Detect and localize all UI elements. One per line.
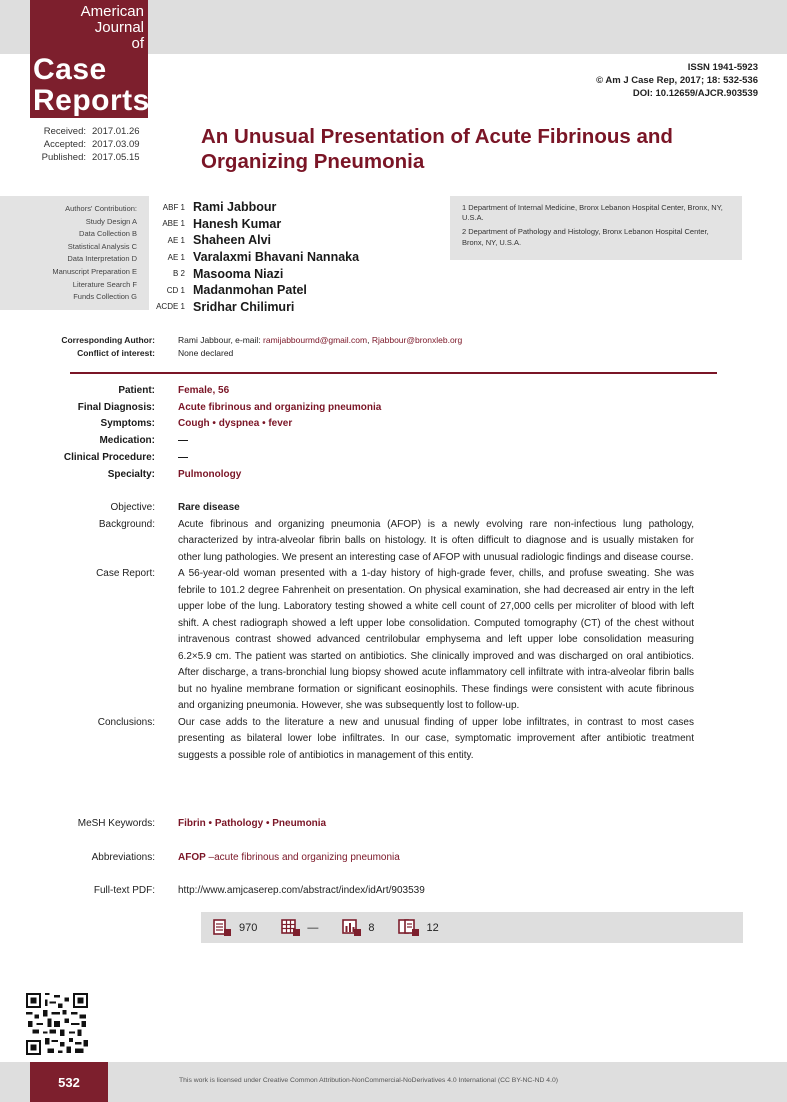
table-icon — [281, 919, 301, 937]
license-notice: This work is licensed under Creative Common Attribution-NonCommercial-NoDerivatives 4.0 International (CC BY-NC-ND 4.0) — [179, 1077, 558, 1084]
doi: DOI: 10.12659/AJCR.903539 — [632, 88, 758, 99]
table-count-stat — [281, 919, 318, 937]
background-section: Background: Acute fibrinous and organizing pneumonia (AFOP) is a newly evolving rare non-infectious lung pathology, characterized by intra-alveolar fibrin balls on histology. It is often difficult to diagnose and is usually mistaken for other lung pathologies. We present an interesting case of AFOP with unusual radiologic findings and disease course. — [98, 518, 694, 563]
table-count: — — [307, 921, 319, 934]
author-item: AE 1 Varalaxmi Bhavani Nannaka — [167, 250, 360, 265]
mesh-keywords-row: MeSH Keywords: Fibrin • Pathology • Pneumonia — [77, 818, 327, 829]
contribution-item: Data Interpretation D — [67, 254, 137, 264]
author-item: ACDE 1 Sridhar Chilimuri — [156, 299, 295, 314]
publication-dates — [30, 125, 150, 164]
article-title: An Unusual Presentation of Acute Fibrinous and Organizing Pneumonia — [201, 125, 673, 173]
figure-count: 8 — [368, 921, 375, 934]
journal-info — [596, 61, 758, 100]
article-stats-bar — [201, 912, 743, 943]
reference-count-stat — [398, 919, 438, 937]
journal-logo — [30, 0, 148, 118]
logo-text-of: of — [131, 35, 144, 52]
corresponding-author-name: Rami Jabbour, e-mail: — [178, 335, 261, 345]
contribution-heading: Authors' Contribution: — [65, 204, 137, 213]
conflict-value: None declared — [178, 348, 234, 358]
affiliations-panel — [450, 196, 742, 260]
procedure-row: Clinical Procedure: — — [63, 451, 188, 463]
medication-row: Medication: — — [99, 435, 188, 447]
article-meta — [0, 816, 787, 917]
date-published: Published: 2017.05.15 — [41, 152, 140, 163]
contribution-item: Study Design A — [85, 216, 137, 226]
contribution-item: Manuscript Preparation E — [52, 266, 137, 276]
patient-info — [0, 383, 787, 483]
email-link-1[interactable]: ramijabbourmd@gmail.com — [263, 335, 368, 345]
contribution-item: Statistical Analysis C — [67, 241, 137, 251]
reference-count: 12 — [426, 921, 439, 934]
citation: © Am J Case Rep, 2017; 18: 532-536 — [596, 75, 758, 86]
section-divider — [70, 372, 717, 374]
word-count: 970 — [239, 921, 258, 934]
document-icon — [213, 919, 233, 937]
corresponding-author-label: Corresponding Author: — [61, 335, 155, 345]
case-report-section: Case Report: A 56-year-old woman presented with a 1-day history of high-grade fever, chills, and profuse sweating. She was febrile to 101.2 degree Fahrenheit on presentation. On physical examination, she had decreased air entry in the left upper lobe of the lung. Laboratory testing showed a white cell count of 27,000 cells per microliter of blood with left shift. A chest radiograph showed a left upper lobe consolidation. Computed tomography (CT) of the chest without intravenous contrast showed advanced centrilobular emphysema and left upper lobe consolidation measuring 6.2×5.9 cm. The patient was started on antibiotics. She clinically improved and was discharged on oral antibiotics. After discharge, a trans-bronchial lung biopsy showed acute inflammatory cell infiltrate with intra-alveolar fibrin balls but no hyaline membrane formation or significant eosinophils. These findings were consistent with acute fibrinous and organizing pneumonia. However, she was subsequently lost to follow-up. — [96, 568, 694, 711]
abbreviations-row: Abbreviations: AFOP –acute fibrinous and organizing pneumonia — [91, 851, 400, 863]
qr-code[interactable] — [26, 993, 88, 1055]
contribution-item: Literature Search F — [72, 279, 137, 289]
date-accepted: Accepted: 2017.03.09 — [43, 139, 140, 150]
word-count-stat — [213, 919, 257, 937]
logo-text-journal: Journal — [94, 19, 144, 36]
correspondence-block — [0, 334, 787, 360]
abbreviation-term: AFOP — [178, 851, 206, 863]
page-number: 532 — [30, 1062, 108, 1102]
author-item: ABF 1 Rami Jabbour — [162, 200, 277, 215]
conclusions-section: Conclusions: Our case adds to the literature a new and unusual finding of upper lobe infiltrates, in contrast to most cases presenting as bilateral lower lobe infiltrates. In our case, symptomatic improvement after antibiotic treatment suggests a possible role of antibiotics in management of this entity. — [97, 716, 694, 761]
issn: ISSN 1941-5923 — [687, 62, 758, 73]
logo-text-reports: Reports — [33, 84, 150, 117]
objective-section: Objective: Rare disease — [110, 502, 240, 513]
logo-text-american: American — [80, 3, 144, 20]
logo-text-case: Case — [33, 53, 107, 86]
patient-row: Patient: Female, 56 — [118, 385, 230, 396]
corresponding-author-row: Corresponding Author: Rami Jabbour, e-mail: ramijabbourmd@gmail.com, Rjabbour@bronxleb.org — [0, 334, 787, 347]
specialty-row: Specialty: Pulmonology — [107, 468, 242, 480]
author-item: ABE 1 Hanesh Kumar — [162, 216, 282, 231]
author-item: CD 1 Madanmohan Patel — [166, 283, 307, 298]
symptoms-row: Symptoms: Cough • dyspnea • fever — [100, 418, 293, 430]
abstract — [0, 500, 787, 764]
full-text-pdf-link[interactable]: http://www.amjcaserep.com/abstract/index/idArt/903539 — [178, 885, 425, 896]
email-link-2[interactable]: Rjabbour@bronxleb.org — [371, 335, 463, 345]
contribution-item: Funds Collection G — [73, 292, 137, 302]
contribution-item: Data Collection B — [79, 229, 137, 239]
figure-count-stat — [342, 919, 374, 937]
date-received: Received: 2017.01.26 — [43, 126, 140, 137]
author-item: AE 1 Shaheen Alvi — [167, 233, 272, 248]
diagnosis-row: Final Diagnosis: Acute fibrinous and organizing pneumonia — [77, 401, 382, 413]
conflict-row — [0, 347, 787, 360]
conflict-label: Conflict of interest: — [77, 348, 155, 358]
contributions-panel — [0, 196, 149, 310]
figure-icon — [342, 919, 362, 937]
full-text-pdf-row: Full-text PDF: http://www.amjcaserep.com/abstract/index/idArt/903539 — [0, 883, 787, 899]
author-item: B 2 Masooma Niazi — [172, 266, 284, 281]
references-icon — [398, 919, 420, 937]
affiliation-item: 1 Department of Internal Medicine, Bronx Lebanon Hospital Center, Bronx, NY, U.S.A. — [462, 203, 723, 223]
affiliation-item: 2 Department of Pathology and Histology, Bronx Lebanon Hospital Center, Bronx, NY, U.S.A. — [462, 227, 709, 247]
author-list — [149, 199, 439, 315]
abbreviation-definition: –acute fibrinous and organizing pneumonia — [205, 851, 400, 863]
